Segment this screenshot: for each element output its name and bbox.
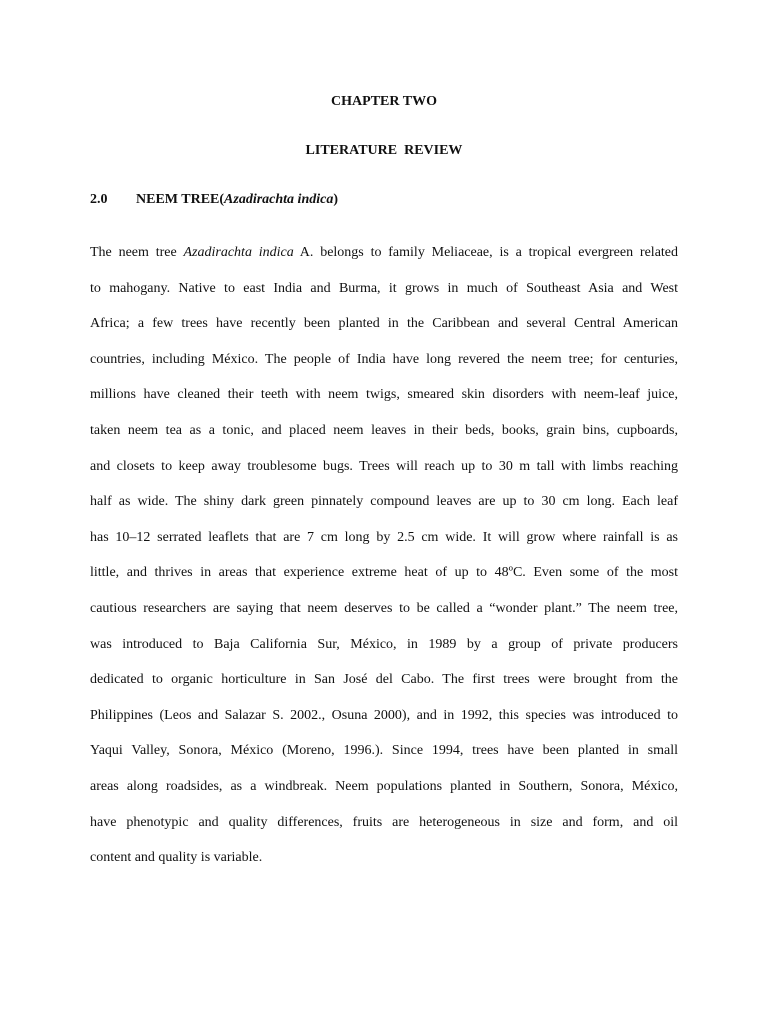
paragraph-text: areas along roadsides, as a windbreak. Neem populations planted in Southern, Sonora, México,: [90, 778, 678, 794]
paragraph-text: and closets to keep away troublesome bugs. Trees will reach up to 30 m tall with limbs reaching: [90, 458, 678, 474]
paragraph-line: [90, 484, 678, 520]
paragraph-line: [90, 342, 678, 378]
paragraph-text: has 10–12 serrated leaflets that are 7 cm long by 2.5 cm wide. It will grow where rainfall is as: [90, 529, 678, 545]
paragraph-line: [90, 555, 678, 591]
paragraph-text: A. belongs to family Meliaceae, is a tropical evergreen related: [293, 245, 679, 260]
section-heading-title: NEEM TREE(: [136, 192, 225, 207]
section-heading-species: Azadirachta indica: [224, 192, 334, 207]
paragraph-text: millions have cleaned their teeth with neem twigs, smeared skin disorders with neem-leaf juice,: [90, 387, 678, 403]
paragraph-text: Africa; a few trees have recently been planted in the Caribbean and several Central American: [90, 316, 678, 332]
paragraph-text: dedicated to organic horticulture in San José del Cabo. The first trees were brought from the: [90, 672, 678, 688]
paragraph-line: [90, 306, 678, 342]
paragraph-line: [90, 377, 678, 413]
paragraph-text: Philippines (Leos and Salazar S. 2002., Osuna 2000), and in 1992, this species was introduced to: [90, 707, 678, 723]
section-number: 2.0: [90, 192, 108, 207]
paragraph-text: cautious researchers are saying that neem deserves to be called a “wonder plant.” The neem tree,: [90, 600, 678, 616]
chapter-title: CHAPTER TWO: [331, 94, 437, 109]
paragraph-line: [90, 627, 678, 663]
body-paragraph: [90, 235, 678, 876]
paragraph-line: [90, 271, 678, 307]
paragraph-line: [90, 520, 678, 556]
paragraph-text: little, and thrives in areas that experience extreme heat of up to 48ºC. Even some of the most: [90, 565, 678, 581]
section-heading-close: ): [333, 192, 339, 207]
paragraph-text: content and quality is variable.: [90, 850, 263, 866]
paragraph-text: taken neem tea as a tonic, and placed neem leaves in their beds, books, grain bins, cupboards,: [90, 422, 678, 438]
paragraph-line: [90, 840, 678, 876]
paragraph-line: [90, 413, 678, 449]
paragraph-line: [90, 769, 678, 805]
paragraph-line: [90, 733, 678, 769]
paragraph-text: have phenotypic and quality differences, fruits are heterogeneous in size and form, and oil: [90, 814, 678, 830]
paragraph-line: [90, 235, 678, 271]
section-title: LITERATURE REVIEW: [305, 143, 463, 158]
paragraph-text: was introduced to Baja California Sur, México, in 1989 by a group of private producers: [90, 636, 678, 652]
section-heading: [90, 191, 338, 209]
paragraph-text: Yaqui Valley, Sonora, México (Moreno, 1996.). Since 1994, trees have been planted in small: [90, 743, 678, 759]
paragraph-text: half as wide. The shiny dark green pinnately compound leaves are up to 30 cm long. Each leaf: [90, 494, 678, 510]
paragraph-line: [90, 805, 678, 841]
paragraph-line: [90, 662, 678, 698]
paragraph-text: The neem tree: [90, 245, 184, 260]
paragraph-text: countries, including México. The people of India have long revered the neem tree; for centuries,: [90, 351, 678, 367]
paragraph-line: [90, 591, 678, 627]
species-name: Azadirachta indica: [183, 245, 294, 260]
paragraph-line: [90, 449, 678, 485]
paragraph-text: to mahogany. Native to east India and Burma, it grows in much of Southeast Asia and West: [90, 280, 678, 296]
paragraph-line: [90, 698, 678, 734]
